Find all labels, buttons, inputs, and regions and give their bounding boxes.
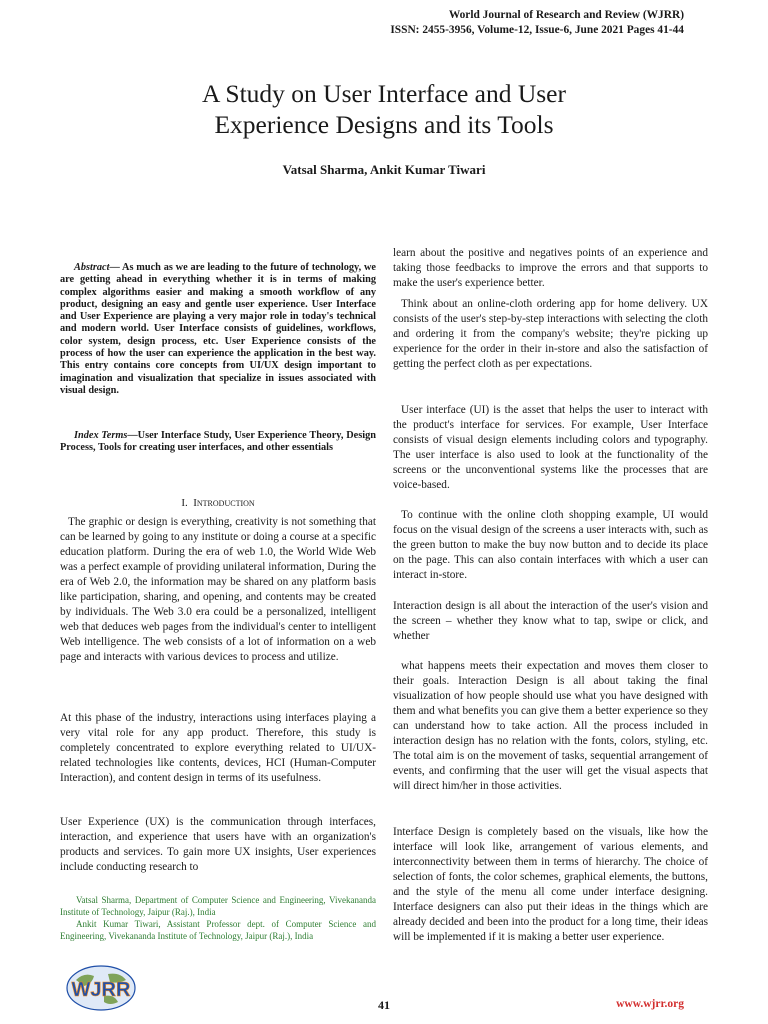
section-title: Introduction: [193, 497, 255, 509]
intro-paragraph-1: The graphic or design is everything, creativity is not something that can be learned by going to any institute or doing a course at a specific education platform. During the era of web 1.0, the World Wide Web was a perfect example of providing unilateral information, During the era of Web 2.0, the information may be shared on any platform basis like participation, sharing, and opening, and contents may be created by individuals. The Web 3.0 era could be a personalized, intelligent web that deduces web pages from the individual's center to intelligent Web intelligence. The web consists of a lot of information on a web page and interacts with various devices to process and utilize.: [60, 516, 376, 663]
right-paragraph-3: User interface (UI) is the asset that helps the user to interact with the product's interface for services. For example, User Interface consists of visual design elements including colors and typography. The user interface is also used to look at the functionality of the screens or the unconventional systems like the processes that are voice-based.: [393, 404, 708, 491]
footnote-author-2: [60, 919, 376, 942]
abstract: [60, 262, 376, 397]
right-paragraph-6: what happens meets their expectation and moves them closer to their goals. Interaction Design is all about taking the final visualization of how people should use what you have designed with them and what benefits you can give them a better experience so they can understand how to take action. All the process included in interaction design has no relation with the fonts, colors, styling, etc. The total aim is on the movement of tasks, sequential arrangement of events, and confirming that the user will get the visual aspects that will direct him/her in those activities.: [393, 660, 708, 792]
footnote-2-name: Ankit Kumar Tiwari: [76, 919, 159, 929]
intro-paragraph-3: User Experience (UX) is the communication through interfaces, interaction, and experience that users have with an organization's products and services. To gain more UX insights, User experiences include conducting research to: [60, 816, 376, 873]
footnote-2-detail: , Assistant Professor dept. of Computer Science and Engineering, Vivekananda Institute of Technology, Jaipur (Raj.), India: [60, 919, 376, 941]
right-paragraph-7: Interface Design is completely based on the visuals, like how the interface will look like, arrangement of various elements, and interconnectivity between them in terms of hierarchy. The choice of selection of fonts, the color schemes, graphical elements, the buttons, and the style of the menu all come under interface designing. Interface designers can also put their ideas in the things which are already decided and been into the product for a long time, their ideas will be implemented if it is making a better user experience.: [393, 826, 708, 943]
right-paragraph-2: Think about an online-cloth ordering app for home delivery. UX consists of the user's step-by-step interactions with selecting the cloth and ordering it from the company's website; they're picking up experience for the order in their in-store and also the satisfaction of getting the perfect cloth as per expectations.: [393, 298, 708, 370]
index-terms-label: Index Terms: [74, 430, 128, 441]
abstract-text: As much as we are leading to the future of technology, we are getting ahead in everything whether it is in terms of making complex algorithms easier and making a smooth workflow of any product, designing an easy and gentle user experience. User Interface and User Experience are playing a very major role in today's technical and modern world. User Interface consists of guidelines, workflows, color system, design process, etc. User Experience consists of the process of how the user can experience the application in the best way. This entry contains core concepts from UI/UX design important to imagination and visualization that specialize in issues associated with visual design.: [60, 262, 376, 396]
logo-text: WJRR: [71, 979, 131, 1001]
issn-line: ISSN: 2455-3956, Volume-12, Issue-6, June 2021 Pages 41-44: [390, 24, 684, 36]
right-paragraph-5: Interaction design is all about the interaction of the user's vision and the screen – whether they know what to tap, swipe or click, and whether: [393, 600, 708, 642]
right-paragraph-4: To continue with the online cloth shopping example, UI would focus on the visual design of the screens a user interacts with, such as the green button to make the buy now button and to decide its place on the page. This can also contain interfaces with which a user can interact in-store.: [393, 509, 708, 581]
paper-title: [0, 78, 768, 140]
abstract-dash: —: [109, 262, 120, 273]
journal-name: World Journal of Research and Review (WJRR): [448, 9, 684, 21]
title-line-1: A Study on User Interface and User: [202, 79, 566, 108]
section-number: I.: [181, 497, 188, 509]
website-link[interactable]: www.wjrr.org: [616, 998, 684, 1010]
footnote-author-1: [60, 895, 376, 918]
footnote-1-name: Vatsal Sharma: [76, 895, 130, 905]
right-paragraph-1: learn about the positive and negatives points of an experience and taking those feedbacks to improve the errors and that supports to make the user's experience better.: [393, 247, 708, 289]
intro-paragraph-2: At this phase of the industry, interactions using interfaces playing a very vital role for any app product. Therefore, this study is completely concentrated to explore everything related to UI/UX-related technologies like contents, devices, HCI (Human-Computer Interaction), and content design in terms of its usefulness.: [60, 712, 376, 784]
footnote-1-detail: , Department of Computer Science and Engineering, Vivekananda Institute of Technology, Jaipur (Raj.), India: [60, 895, 376, 917]
paper-authors: Vatsal Sharma, Ankit Kumar Tiwari: [282, 162, 486, 177]
page-number: 41: [378, 998, 390, 1012]
abstract-label: Abstract: [74, 262, 110, 273]
index-terms-text: —User Interface Study, User Experience Theory, Design Process, Tools for creating user interfaces, and other essentials: [60, 430, 376, 454]
title-line-2: Experience Designs and its Tools: [214, 110, 554, 139]
section-heading-introduction: [60, 497, 376, 509]
journal-header: [390, 8, 684, 38]
index-terms: [60, 430, 376, 455]
